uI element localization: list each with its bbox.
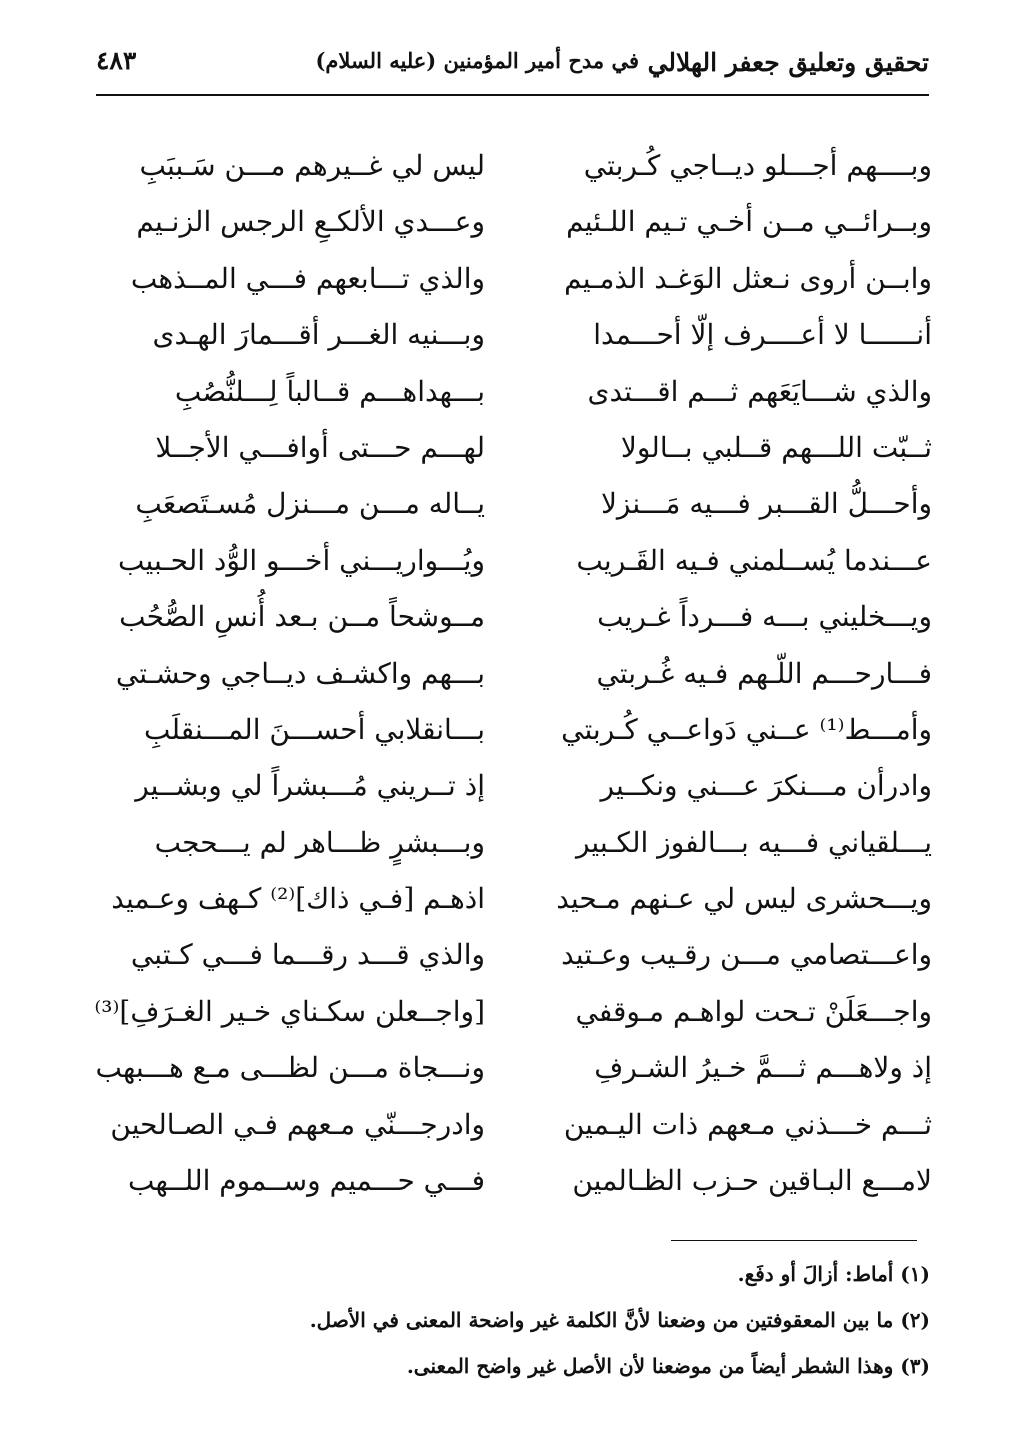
- verse-row: [80, 140, 932, 196]
- verse-first-hemistich: وابــن أروى نـعثل الوَغـد الذمـيم: [564, 261, 932, 295]
- verse-first-hemistich: عـــندما يُســلمني فـيه القَـريب: [576, 543, 932, 577]
- footnote-item: (١) أماط: أزالَ أو دفَع.: [737, 1262, 930, 1286]
- verse-second-hemistich: ليس لي غــيرهم مـــن سَـببَبِ: [139, 149, 485, 182]
- verse-first-hemistich: وأمـــط⁽¹⁾ عــني دَواعــي كُـربتي: [561, 712, 932, 746]
- verse-row: [80, 1099, 932, 1155]
- verse-second-hemistich: وادرجـــنّي مـعهم فـي الصـالحين: [110, 1107, 485, 1141]
- footnotes: [200, 1252, 930, 1390]
- verse-row: [80, 1155, 932, 1211]
- verse-first-hemistich: واجـــعَلَنْ تـحت لواهـم مـوقفي: [575, 994, 932, 1028]
- verse-first-hemistich: ثــبّت اللـــهم قــلبي بــالولا: [620, 430, 932, 464]
- verse-row: [80, 873, 932, 929]
- verse-row: [80, 1042, 932, 1098]
- verse-second-hemistich: يــاله مـــن مـــنزل مُسـتَصعَبِ: [135, 487, 485, 521]
- verse-second-hemistich: ويُـــواريـــني أخـــو الوُّد الحـبيب: [118, 543, 485, 577]
- verse-row: [80, 309, 932, 365]
- header-divider: [96, 94, 929, 96]
- verse-row: [80, 760, 932, 816]
- verse-second-hemistich: وبـــنيه الغـــر أقـــمارَ الهـدى: [152, 318, 485, 352]
- verse-first-hemistich: ويـــخليني بـــه فـــرداً غـريب: [597, 600, 932, 634]
- verse-second-hemistich: اذهـم [فـي ذاك]⁽²⁾ كـهف وعـميد: [111, 882, 485, 916]
- poem-body: [80, 140, 932, 1211]
- verse-first-hemistich: ثـــم خـــذني مـعهم ذات اليـمين: [563, 1107, 932, 1141]
- verse-first-hemistich: والذي شـــايَعَهم ثـــم اقـــتدى: [587, 374, 932, 408]
- verse-second-hemistich: وعـــدي الألكـعِ الرجس الزنـيم: [136, 205, 485, 239]
- verse-second-hemistich: بـــهم واكشـف ديــاجي وحشـتي: [115, 656, 485, 690]
- verse-second-hemistich: مــوشحاً مــن بـعد أُنسِ الصُّحُب: [119, 600, 485, 634]
- verse-row: [80, 817, 932, 873]
- verse-first-hemistich: إذ ولاهـــم ثـــمَّ خـيرُ الشـرفِ: [594, 1051, 932, 1085]
- verse-first-hemistich: وأحـــلُّ القـــبر فـــيه مَـــنزلا: [600, 487, 932, 521]
- verse-row: [80, 929, 932, 985]
- verse-row: [80, 196, 932, 252]
- running-header: [96, 40, 929, 92]
- verse-second-hemistich: بـــهداهـــم قــالباً لِـــلنُّصُبِ: [174, 374, 485, 408]
- verse-row: [80, 478, 932, 534]
- verse-first-hemistich: وادرأن مـــنكرَ عـــني ونكــير: [600, 769, 932, 803]
- verse-second-hemistich: إذ تــريني مُـــبشراً لي وبشــير: [135, 769, 485, 803]
- verse-second-hemistich: والذي تـــابعهم فـــي المــذهب: [130, 261, 485, 295]
- footnote-item: (٣) وهذا الشطر أيضاً من موضعنا لأن الأصل غير واضح المعنى.: [406, 1354, 930, 1378]
- verse-row: [80, 704, 932, 760]
- verse-second-hemistich: ونـــجاة مـــن لظـــى مـع هـــبهب: [95, 1051, 485, 1085]
- running-title: تحقيق وتعليق جعفر الهلالي: [647, 48, 929, 77]
- verse-first-hemistich: فـــارحـــم اللّـهم فـيه غُـربتي: [596, 656, 932, 690]
- verse-second-hemistich: لهـــم حـــتى أوافـــي الأجــلا: [155, 430, 485, 464]
- footnote-item: (٢) ما بين المعقوفتين من وضعنا لأنَّ الكلمة غير واضحة المعنى في الأصل.: [309, 1308, 930, 1332]
- verse-first-hemistich: واعـــتصامي مـــن رقـيب وعـتيد: [561, 938, 932, 972]
- verse-first-hemistich: أنــــــا لا أعــــرف إلّا أحـــمدا: [593, 318, 932, 352]
- verse-row: [80, 366, 932, 422]
- verse-row: [80, 648, 932, 704]
- verse-row: [80, 535, 932, 591]
- verse-row: [80, 253, 932, 309]
- verse-first-hemistich: وبــرائــي مــن أخـي تـيم اللـئيم: [566, 205, 932, 239]
- verse-second-hemistich: فـــي حـــميم وســموم اللــهب: [128, 1164, 485, 1198]
- verse-second-hemistich: بـــانقلابي أحســـنَ المـــنقلَبِ: [143, 712, 485, 746]
- verse-first-hemistich: يـــلقياني فـــيه بـــالفوز الكـبير: [575, 825, 932, 859]
- verse-first-hemistich: ويـــحشرى ليس لي عـنهم مـحيد: [556, 882, 932, 916]
- page-number: ٤٨٣: [96, 46, 137, 75]
- verse-second-hemistich: [واجــعلن سكـناي خـير الغـرَفِ]⁽³⁾: [94, 994, 485, 1028]
- verse-second-hemistich: وبـــبشرٍ ظـــاهر لم يـــحجب: [154, 825, 485, 859]
- verse-first-hemistich: وبــــهم أجـــلو ديــاجي كُـربتي: [583, 149, 932, 182]
- verse-first-hemistich: لامـــع البـاقين حـزب الظـالمين: [572, 1164, 932, 1198]
- running-subtitle: في مدح أمير المؤمنين (عليه السلام): [315, 48, 639, 73]
- footnote-divider: [671, 1240, 917, 1241]
- verse-row: [80, 986, 932, 1042]
- verse-row: [80, 422, 932, 478]
- verse-second-hemistich: والذي قـــد رقـــما فـــي كـتبي: [130, 938, 485, 972]
- verse-row: [80, 591, 932, 647]
